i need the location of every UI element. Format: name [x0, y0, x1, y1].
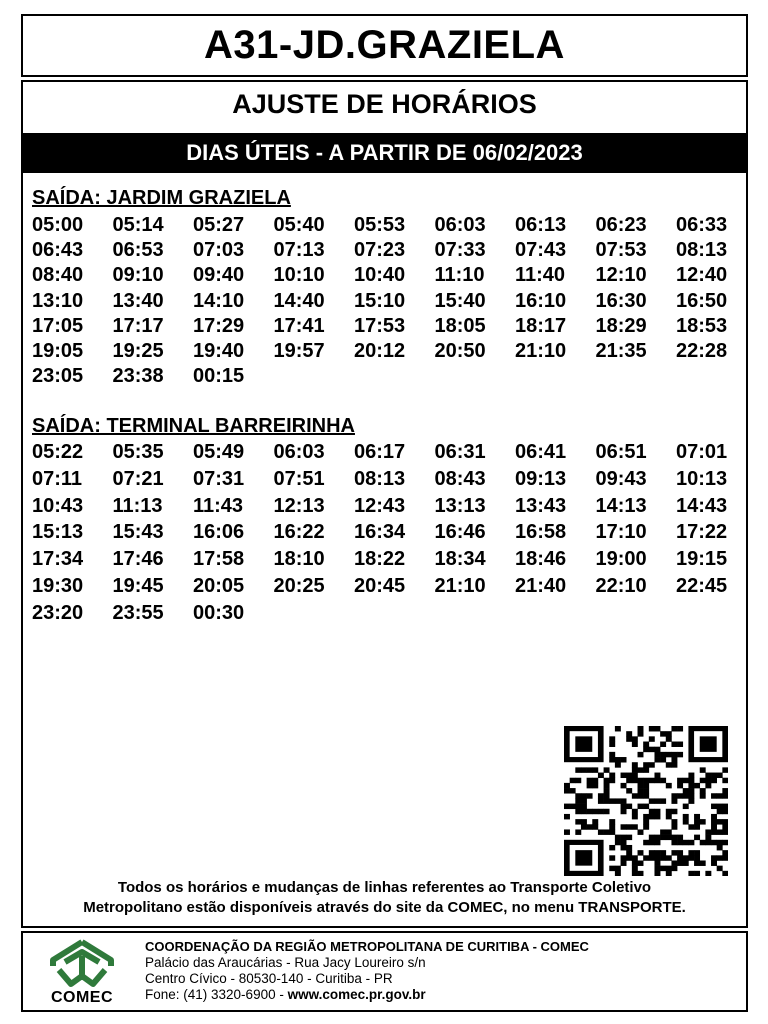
departure-time: 17:22 — [676, 521, 728, 544]
org-phone: Fone: (41) 3320-6900 - — [145, 987, 288, 1002]
departure-time: 13:10 — [32, 289, 84, 312]
departure-time: 05:40 — [273, 214, 325, 236]
section-title-jardim-graziela: SAÍDA: JARDIM GRAZIELA — [32, 187, 291, 209]
departure-time: 07:21 — [112, 467, 164, 490]
departure-time: 21:40 — [515, 574, 567, 597]
departure-time: 23:55 — [112, 601, 164, 624]
departure-time: 13:40 — [112, 289, 164, 312]
departure-time: 22:10 — [595, 574, 647, 597]
departure-time: 18:34 — [434, 548, 486, 571]
logo-text: COMEC — [50, 989, 114, 1006]
departure-time: 12:43 — [354, 494, 406, 517]
departure-time: 16:58 — [515, 521, 567, 544]
departure-time: 19:25 — [112, 340, 164, 363]
departure-time: 06:53 — [112, 239, 164, 262]
info-note-line-1: Todos os horários e mudanças de linhas referentes ao Transporte Coletivo — [117, 879, 652, 896]
departure-time: 14:43 — [676, 494, 728, 517]
departure-time: 15:40 — [434, 289, 486, 312]
departure-time: 19:57 — [273, 340, 325, 363]
departure-time: 09:10 — [112, 264, 164, 287]
departure-time: 17:29 — [193, 314, 245, 337]
departure-time: 06:31 — [434, 441, 486, 463]
departure-time: 21:10 — [515, 340, 567, 363]
departure-time: 20:12 — [354, 340, 406, 363]
departure-time: 17:34 — [32, 548, 84, 571]
departure-time: 08:13 — [676, 239, 728, 262]
info-note-line-2: Metropolitano estão disponíveis através do site da COMEC, no menu TRANSPORTE. — [83, 899, 686, 916]
departure-time: 05:22 — [32, 441, 84, 463]
departure-time: 05:14 — [112, 214, 164, 236]
departure-time: 22:28 — [676, 340, 728, 363]
departure-time: 07:13 — [273, 239, 325, 262]
departure-time: 06:51 — [595, 441, 647, 463]
departure-time: 18:29 — [595, 314, 647, 337]
departure-time: 18:17 — [515, 314, 567, 337]
departure-time: 06:17 — [354, 441, 406, 463]
departure-time: 11:43 — [193, 494, 244, 517]
departure-time: 15:10 — [354, 289, 406, 312]
departure-time: 22:45 — [676, 574, 728, 597]
departure-time: 17:17 — [112, 314, 164, 337]
departure-time: 05:49 — [193, 441, 245, 463]
departure-time: 21:35 — [595, 340, 647, 363]
departure-time: 07:01 — [676, 441, 728, 463]
departure-time: 17:58 — [193, 548, 245, 571]
departure-time: 06:33 — [676, 214, 728, 236]
departure-time: 14:13 — [595, 494, 647, 517]
departure-time: 17:46 — [112, 548, 164, 571]
departure-time: 10:40 — [354, 264, 406, 287]
departure-time: 09:13 — [515, 467, 567, 490]
org-website-link[interactable]: www.comec.pr.gov.br — [287, 987, 426, 1002]
departure-time: 08:40 — [32, 264, 84, 287]
departure-time: 18:22 — [354, 548, 406, 571]
org-contact — [145, 987, 589, 1003]
departure-time: 16:06 — [193, 521, 245, 544]
departure-time: 13:13 — [434, 494, 486, 517]
departure-time: 18:53 — [676, 314, 728, 337]
departure-time: 23:38 — [112, 365, 164, 388]
title-box — [21, 14, 748, 77]
departure-time: 07:03 — [193, 239, 245, 262]
departure-time: 08:13 — [354, 467, 406, 490]
departure-time: 20:45 — [354, 574, 406, 597]
departure-time: 00:15 — [193, 365, 245, 388]
date-bar-label: DIAS ÚTEIS - A PARTIR DE 06/02/2023 — [186, 140, 583, 165]
departure-time: 07:43 — [515, 239, 567, 262]
times-grid-terminal-barreirinha — [32, 439, 742, 627]
info-note — [23, 878, 746, 918]
departure-time: 05:27 — [193, 214, 245, 236]
departure-time: 16:34 — [354, 521, 406, 544]
departure-time: 15:43 — [112, 521, 164, 544]
departure-time: 17:05 — [32, 314, 84, 337]
departure-time: 18:46 — [515, 548, 567, 571]
departure-time: 06:13 — [515, 214, 567, 236]
schedule-panel — [21, 80, 748, 928]
departure-time: 19:40 — [193, 340, 245, 363]
departure-time: 07:53 — [595, 239, 647, 262]
qr-code-icon — [564, 726, 728, 876]
departure-time: 16:10 — [515, 289, 567, 312]
departure-time: 10:43 — [32, 494, 84, 517]
departure-time: 23:05 — [32, 365, 84, 388]
date-bar — [23, 133, 746, 173]
page-title: A31-JD.GRAZIELA — [204, 23, 565, 67]
departure-time: 13:43 — [515, 494, 567, 517]
departure-time: 05:53 — [354, 214, 406, 236]
org-name: COORDENAÇÃO DA REGIÃO METROPOLITANA DE CURITIBA - COMEC — [145, 939, 589, 954]
departure-time: 19:00 — [595, 548, 647, 571]
departure-time: 18:10 — [273, 548, 325, 571]
departure-time: 17:53 — [354, 314, 406, 337]
departure-time: 07:33 — [434, 239, 486, 262]
departure-time: 11:13 — [112, 494, 163, 517]
departure-time: 16:22 — [273, 521, 325, 544]
org-address-2: Centro Cívico - 80530-140 - Curitiba - PR — [145, 971, 393, 986]
departure-time: 07:31 — [193, 467, 245, 490]
departure-time: 06:23 — [595, 214, 647, 236]
departure-time: 19:05 — [32, 340, 84, 363]
departure-time: 00:30 — [193, 601, 245, 624]
departure-time: 14:10 — [193, 289, 245, 312]
departure-time: 11:40 — [515, 264, 566, 287]
departure-time: 12:10 — [595, 264, 647, 287]
departure-time: 21:10 — [434, 574, 486, 597]
footer — [21, 931, 748, 1012]
departure-time: 12:40 — [676, 264, 728, 287]
departure-time: 16:30 — [595, 289, 647, 312]
departure-time: 19:15 — [676, 548, 728, 571]
departure-time: 14:40 — [273, 289, 325, 312]
departure-time: 20:50 — [434, 340, 486, 363]
departure-time: 07:51 — [273, 467, 325, 490]
departure-time: 19:45 — [112, 574, 164, 597]
departure-time: 09:43 — [595, 467, 647, 490]
departure-time: 19:30 — [32, 574, 84, 597]
departure-time: 17:10 — [595, 521, 647, 544]
departure-time: 15:13 — [32, 521, 84, 544]
org-info — [145, 939, 589, 1003]
departure-time: 06:43 — [32, 239, 84, 262]
departure-time: 06:03 — [273, 441, 325, 463]
departure-time: 11:10 — [434, 264, 485, 287]
departure-time: 07:11 — [32, 467, 83, 490]
departure-time: 08:43 — [434, 467, 486, 490]
org-address-1: Palácio das Araucárias - Rua Jacy Loureiro s/n — [145, 955, 426, 970]
departure-time: 06:03 — [434, 214, 486, 236]
departure-time: 10:13 — [676, 467, 728, 490]
departure-time: 20:05 — [193, 574, 245, 597]
departure-time: 05:00 — [32, 214, 84, 236]
departure-time: 05:35 — [112, 441, 164, 463]
departure-time: 20:25 — [273, 574, 325, 597]
departure-time: 12:13 — [273, 494, 325, 517]
departure-time: 16:50 — [676, 289, 728, 312]
departure-time: 17:41 — [273, 314, 325, 337]
departure-time: 07:23 — [354, 239, 406, 262]
departure-time: 06:41 — [515, 441, 567, 463]
times-grid-jardim-graziela — [32, 213, 742, 389]
departure-time: 23:20 — [32, 601, 84, 624]
section-title-terminal-barreirinha: SAÍDA: TERMINAL BARREIRINHA — [32, 415, 355, 437]
departure-time: 09:40 — [193, 264, 245, 287]
schedule-subtitle: AJUSTE DE HORÁRIOS — [232, 89, 537, 119]
departure-time: 18:05 — [434, 314, 486, 337]
departure-time: 16:46 — [434, 521, 486, 544]
departure-time: 10:10 — [273, 264, 325, 287]
